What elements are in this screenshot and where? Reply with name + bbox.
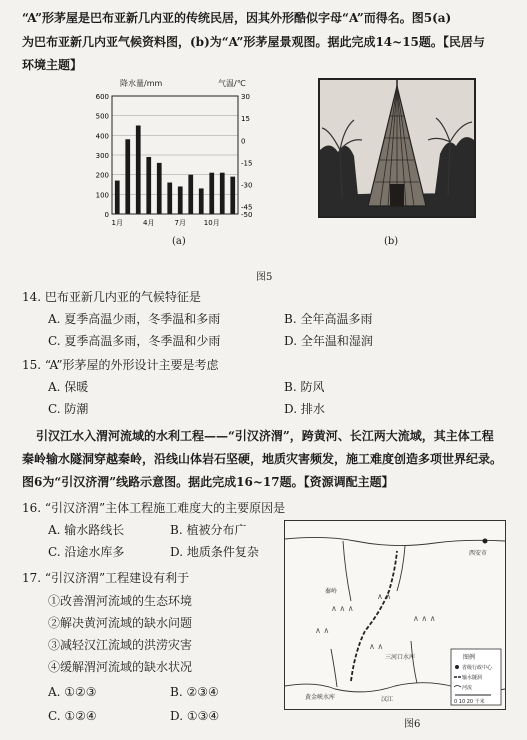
legend-item-tunnel: 输水隧洞 [462, 675, 483, 681]
svg-text:∧ ∧: ∧ ∧ [369, 642, 384, 651]
q17-item-2: ②解决黄河流域的缺水问题 [48, 616, 193, 630]
y-tick-left: 300 [95, 152, 109, 160]
precip-bar [125, 139, 130, 214]
y-tick-right: 15 [241, 115, 250, 124]
q16-option-a[interactable]: A. 输水路线长 [48, 523, 125, 537]
precip-bar [188, 175, 193, 214]
q17-item-1: ①改善渭河流域的生态环境 [48, 594, 193, 608]
x-tick-label: 1月 [111, 219, 123, 227]
tributary-1 [343, 541, 351, 601]
svg-text:∧ ∧: ∧ ∧ [377, 592, 392, 601]
q17-option-b[interactable]: B. ②③④ [170, 685, 219, 699]
q14-stem: 14. 巴布亚新几内亚的气候特征是 [22, 290, 201, 304]
figure5b-label: (b) [384, 236, 399, 247]
q16-option-c[interactable]: C. 沿途水库多 [48, 545, 125, 559]
x-tick-label: 7月 [174, 219, 186, 227]
route-map [284, 520, 506, 710]
q16-option-b[interactable]: B. 植被分布广 [170, 523, 247, 537]
precip-bar [178, 186, 183, 214]
q14-option-d[interactable]: D. 全年温和湿润 [284, 334, 373, 348]
precip-bar [157, 163, 162, 214]
q14-option-a[interactable]: A. 夏季高温少雨，冬季温和多雨 [48, 312, 221, 326]
passage-line-3: 图6为“引汉济渭”线路示意图。据此完成16~17题。【资源调配主题】 [22, 475, 394, 489]
y-tick-left: 0 [104, 211, 109, 219]
precip-bar [136, 126, 141, 215]
q15-option-c[interactable]: C. 防潮 [48, 402, 89, 416]
svg-text:∧ ∧ ∧: ∧ ∧ ∧ [331, 604, 354, 613]
q17-option-c[interactable]: C. ①②④ [48, 709, 97, 723]
svg-text:∧ ∧ ∧: ∧ ∧ ∧ [413, 614, 436, 623]
precip-bar [199, 188, 204, 214]
tributary-3 [331, 649, 337, 687]
y-tick-right: 0 [241, 137, 246, 146]
q17-stem: 17. “引汉济渭”工程建设有利于 [22, 571, 190, 585]
precip-bar [209, 173, 214, 214]
q16-option-d[interactable]: D. 地质条件复杂 [170, 545, 259, 559]
y-tick-right: -50 [241, 211, 253, 219]
label-sanhekou: 三河口水库 [385, 654, 416, 661]
legend-item-river: 河流 [462, 685, 473, 691]
precip-bar [230, 177, 235, 214]
passage-line-1: 引汉江水入渭河流域的水利工程——“引汉济渭”，跨黄河、长江两大流域，其主体工程 [36, 429, 494, 443]
water-tunnel [351, 551, 397, 681]
tributary-4 [411, 641, 417, 683]
climate-chart [80, 74, 270, 244]
y-tick-left: 500 [95, 112, 109, 121]
y-tick-left: 400 [95, 132, 109, 141]
svg-text:∧ ∧: ∧ ∧ [315, 626, 330, 635]
y-tick-right: -45 [241, 203, 253, 212]
y-axis-label-precip: 降水量/mm [120, 79, 163, 88]
precip-bar [115, 181, 120, 214]
y-tick-left: 600 [95, 93, 109, 101]
y-tick-right: -30 [241, 181, 253, 190]
figure6-caption: 图6 [404, 719, 421, 730]
figure5-caption: 图5 [256, 272, 273, 283]
label-hanjiang: 汉江 [381, 696, 394, 703]
label-xian: 西安市 [469, 550, 488, 557]
q17-option-a[interactable]: A. ①②③ [48, 685, 97, 699]
q14-option-b[interactable]: B. 全年高温多雨 [284, 312, 373, 326]
q15-option-d[interactable]: D. 排水 [284, 402, 325, 416]
q17-item-4: ④缓解渭河流域的缺水状况 [48, 660, 193, 674]
tributary-2 [397, 546, 405, 591]
passage-line-2: 秦岭输水隧洞穿越秦岭，沿线山体岩石坚硬，地质灾害频发，施工难度创造多项世界纪录。 [22, 452, 503, 466]
hut-illustration [320, 80, 474, 216]
map-legend [451, 649, 501, 705]
y-tick-left: 200 [95, 171, 109, 180]
label-qinling: 秦岭 [325, 588, 338, 595]
precip-bar [167, 183, 172, 214]
q15-option-a[interactable]: A. 保暖 [48, 380, 89, 394]
intro-line-1: “A”形茅屋是巴布亚新几内亚的传统民居，因其外形酷似字母“A”而得名。图5(a) [22, 11, 452, 25]
mountain-symbols [315, 592, 436, 651]
y-tick-right: 30 [241, 93, 250, 101]
figure5a-label: (a) [172, 236, 186, 247]
q14-option-c[interactable]: C. 夏季高温多雨，冬季温和少雨 [48, 334, 221, 348]
y-tick-left: 100 [95, 191, 109, 200]
wei-river [285, 537, 505, 545]
x-tick-label: 4月 [143, 219, 155, 227]
y-tick-right: -15 [241, 159, 253, 168]
q16-stem: 16. “引汉济渭”主体工程施工难度大的主要原因是 [22, 501, 286, 515]
x-tick-label: 10月 [203, 219, 220, 227]
intro-line-3: 环境主题】 [22, 58, 83, 72]
q15-option-b[interactable]: B. 防风 [284, 380, 325, 394]
intro-line-2: 为巴布亚新几内亚气候资料图，(b)为“A”形茅屋景观图。据此完成14~15题。【民居与 [22, 35, 485, 49]
q15-stem: 15. “A”形茅屋的外形设计主要是考虑 [22, 358, 219, 372]
xian-marker [483, 539, 488, 544]
q17-option-d[interactable]: D. ①③④ [170, 709, 220, 723]
label-huangjinxia: 黄金峡水库 [305, 694, 336, 701]
precip-bar [220, 173, 225, 214]
legend-item-capital: 省级行政中心 [462, 665, 493, 671]
legend-title: 图例 [463, 654, 476, 661]
precip-bar [146, 157, 151, 214]
route-map-drawing [285, 521, 505, 709]
a-frame-hut-photo [318, 78, 476, 218]
y-axis-label-temp: 气温/℃ [218, 79, 246, 88]
q17-item-3: ③减轻汉江流域的洪涝灾害 [48, 638, 193, 652]
legend-scale: 0 10 20 千米 [454, 699, 485, 705]
